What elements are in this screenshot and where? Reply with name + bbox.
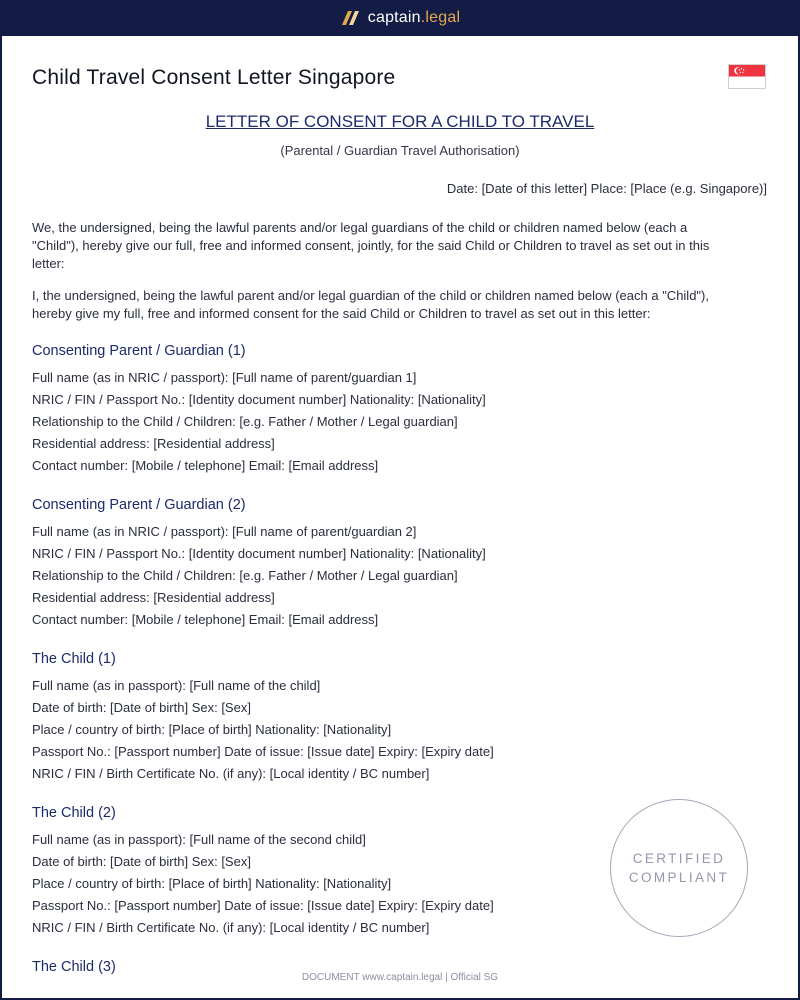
field-line: NRIC / FIN / Birth Certificate No. (if any): [Local identity / BC number] bbox=[32, 766, 430, 781]
section-title-cut-off: The Child (3) bbox=[32, 959, 116, 975]
field-line: Date of birth: [Date of birth] Sex: [Sex] bbox=[32, 700, 251, 715]
field-line: Place / country of birth: [Place of birth] Nationality: [Nationality] bbox=[32, 876, 392, 891]
field-line: Relationship to the Child / Children: [e.g. Father / Mother / Legal guardian] bbox=[32, 414, 458, 429]
section-title: Consenting Parent / Guardian (2) bbox=[32, 497, 246, 513]
field-line: Full name (as in NRIC / passport): [Full name of parent/guardian 1] bbox=[32, 370, 417, 385]
joint-consent-paragraph: We, the undersigned, being the lawful parents and/or legal guardians of the child or children named below (each a "Child"), hereby give our full, free and informed consent, jointly, for the said Child or Children to travel as set out in this letter: bbox=[32, 220, 710, 271]
field-line: Passport No.: [Passport number] Date of issue: [Issue date] Expiry: [Expiry date] bbox=[32, 744, 494, 759]
brand-logo[interactable] bbox=[340, 9, 460, 27]
field-line: Contact number: [Mobile / telephone] Email: [Email address] bbox=[32, 612, 379, 627]
field-line: NRIC / FIN / Passport No.: [Identity document number] Nationality: [Nationality] bbox=[32, 392, 486, 407]
field-line: Date of birth: [Date of birth] Sex: [Sex] bbox=[32, 854, 251, 869]
letter-subheading: (Parental / Guardian Travel Authorisation) bbox=[280, 143, 520, 158]
seal-line-1: CERTIFIED bbox=[632, 851, 726, 866]
field-line: NRIC / FIN / Birth Certificate No. (if any): [Local identity / BC number] bbox=[32, 920, 430, 935]
page-footer: DOCUMENT www.captain.legal | Official SG bbox=[301, 972, 499, 983]
section-title: Consenting Parent / Guardian (1) bbox=[32, 343, 246, 359]
top-bar bbox=[0, 0, 800, 36]
singapore-flag-icon bbox=[728, 64, 766, 89]
field-line: Full name (as in passport): [Full name of the second child] bbox=[32, 832, 366, 847]
section-title: The Child (1) bbox=[32, 651, 116, 667]
brand-name: captain.legal bbox=[367, 9, 461, 26]
field-line: Full name (as in NRIC / passport): [Full name of parent/guardian 2] bbox=[32, 524, 417, 539]
field-line: Place / country of birth: [Place of birth] Nationality: [Nationality] bbox=[32, 722, 392, 737]
field-line: Contact number: [Mobile / telephone] Email: [Email address] bbox=[32, 458, 379, 473]
field-line: Passport No.: [Passport number] Date of issue: [Issue date] Expiry: [Expiry date] bbox=[32, 898, 494, 913]
field-line: NRIC / FIN / Passport No.: [Identity document number] Nationality: [Nationality] bbox=[32, 546, 486, 561]
section-title: The Child (2) bbox=[32, 805, 116, 821]
document-title: Child Travel Consent Letter Singapore bbox=[32, 66, 396, 89]
captain-logo-icon bbox=[340, 10, 360, 26]
document-page bbox=[2, 36, 798, 998]
letter-heading: LETTER OF CONSENT FOR A CHILD TO TRAVEL bbox=[205, 112, 595, 131]
field-line: Full name (as in passport): [Full name of the child] bbox=[32, 678, 321, 693]
field-line: Residential address: [Residential address] bbox=[32, 436, 275, 451]
field-line: Relationship to the Child / Children: [e.g. Father / Mother / Legal guardian] bbox=[32, 568, 458, 583]
field-line: Residential address: [Residential address] bbox=[32, 590, 275, 605]
seal-line-2: COMPLIANT bbox=[628, 870, 730, 885]
certified-compliant-seal bbox=[610, 799, 748, 937]
date-place-line: Date: [Date of this letter] Place: [Place (e.g. Singapore)] bbox=[446, 181, 767, 196]
single-consent-paragraph: I, the undersigned, being the lawful parent and/or legal guardian of the child or children named below (each a "Child"), hereby give my full, free and informed consent for the said Child or Children to travel as set out in this letter: bbox=[32, 288, 709, 321]
